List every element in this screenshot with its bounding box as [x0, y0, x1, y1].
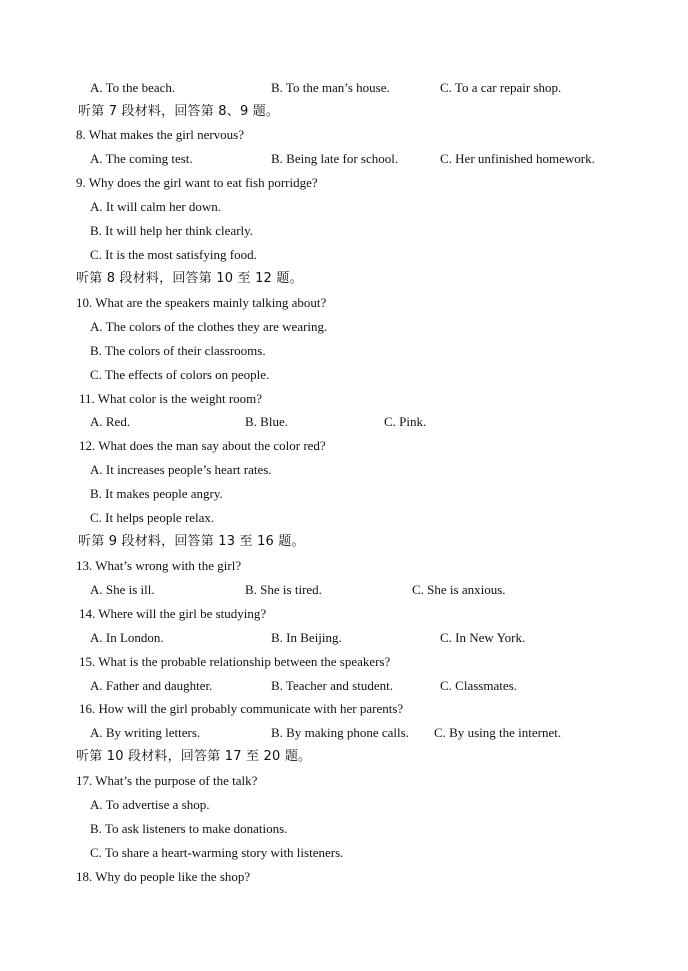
section-heading-7: 听第 7 段材料，回答第 8、9 题。 [78, 104, 280, 119]
q9-option-a: A. It will calm her down. [90, 199, 222, 214]
question-10: 10. What are the speakers mainly talking about? [76, 295, 327, 310]
question-15: 15. What is the probable relationship between the speakers? [79, 654, 391, 669]
question-16: 16. How will the girl probably communicate with her parents? [79, 701, 404, 716]
question-9: 9. Why does the girl want to eat fish porridge? [76, 175, 318, 190]
q16-option-c: C. By using the internet. [434, 725, 562, 740]
q17-option-c: C. To share a heart-warming story with listeners. [90, 845, 344, 860]
question-12: 12. What does the man say about the color red? [79, 438, 326, 453]
q7-option-c: C. To a car repair shop. [440, 80, 562, 95]
q8-option-b: B. Being late for school. [271, 151, 399, 166]
q13-option-b: B. She is tired. [245, 582, 322, 597]
q17-option-b: B. To ask listeners to make donations. [90, 821, 288, 836]
q13-option-c: C. She is anxious. [412, 582, 506, 597]
q11-option-c: C. Pink. [384, 414, 427, 429]
q15-option-a: A. Father and daughter. [90, 678, 213, 693]
q16-option-a: A. By writing letters. [90, 725, 201, 740]
q9-option-b: B. It will help her think clearly. [90, 223, 254, 238]
section-heading-8: 听第 8 段材料，回答第 10 至 12 题。 [76, 271, 303, 286]
q12-option-b: B. It makes people angry. [90, 486, 223, 501]
section-heading-10: 听第 10 段材料，回答第 17 至 20 题。 [76, 749, 312, 764]
q14-option-c: C. In New York. [440, 630, 526, 645]
q10-option-a: A. The colors of the clothes they are wearing. [90, 319, 328, 334]
q15-option-b: B. Teacher and student. [271, 678, 393, 693]
section-heading-9: 听第 9 段材料，回答第 13 至 16 题。 [78, 534, 305, 549]
q7-option-b: B. To the man’s house. [271, 80, 390, 95]
question-11: 11. What color is the weight room? [79, 391, 263, 406]
question-8: 8. What makes the girl nervous? [76, 127, 244, 142]
question-13: 13. What’s wrong with the girl? [76, 558, 242, 573]
q13-option-a: A. She is ill. [90, 582, 155, 597]
q17-option-a: A. To advertise a shop. [90, 797, 210, 812]
q16-option-b: B. By making phone calls. [271, 725, 409, 740]
q14-option-a: A. In London. [90, 630, 164, 645]
q12-option-a: A. It increases people’s heart rates. [90, 462, 272, 477]
q8-option-c: C. Her unfinished homework. [440, 151, 595, 166]
q15-option-c: C. Classmates. [440, 678, 517, 693]
q12-option-c: C. It helps people relax. [90, 510, 215, 525]
question-17: 17. What’s the purpose of the talk? [76, 773, 258, 788]
q14-option-b: B. In Beijing. [271, 630, 342, 645]
q9-option-c: C. It is the most satisfying food. [90, 247, 257, 262]
question-14: 14. Where will the girl be studying? [79, 606, 267, 621]
q11-option-a: A. Red. [90, 414, 131, 429]
q11-option-b: B. Blue. [245, 414, 288, 429]
question-18: 18. Why do people like the shop? [76, 869, 251, 884]
q10-option-c: C. The effects of colors on people. [90, 367, 270, 382]
q7-option-a: A. To the beach. [90, 80, 176, 95]
q8-option-a: A. The coming test. [90, 151, 193, 166]
q10-option-b: B. The colors of their classrooms. [90, 343, 266, 358]
